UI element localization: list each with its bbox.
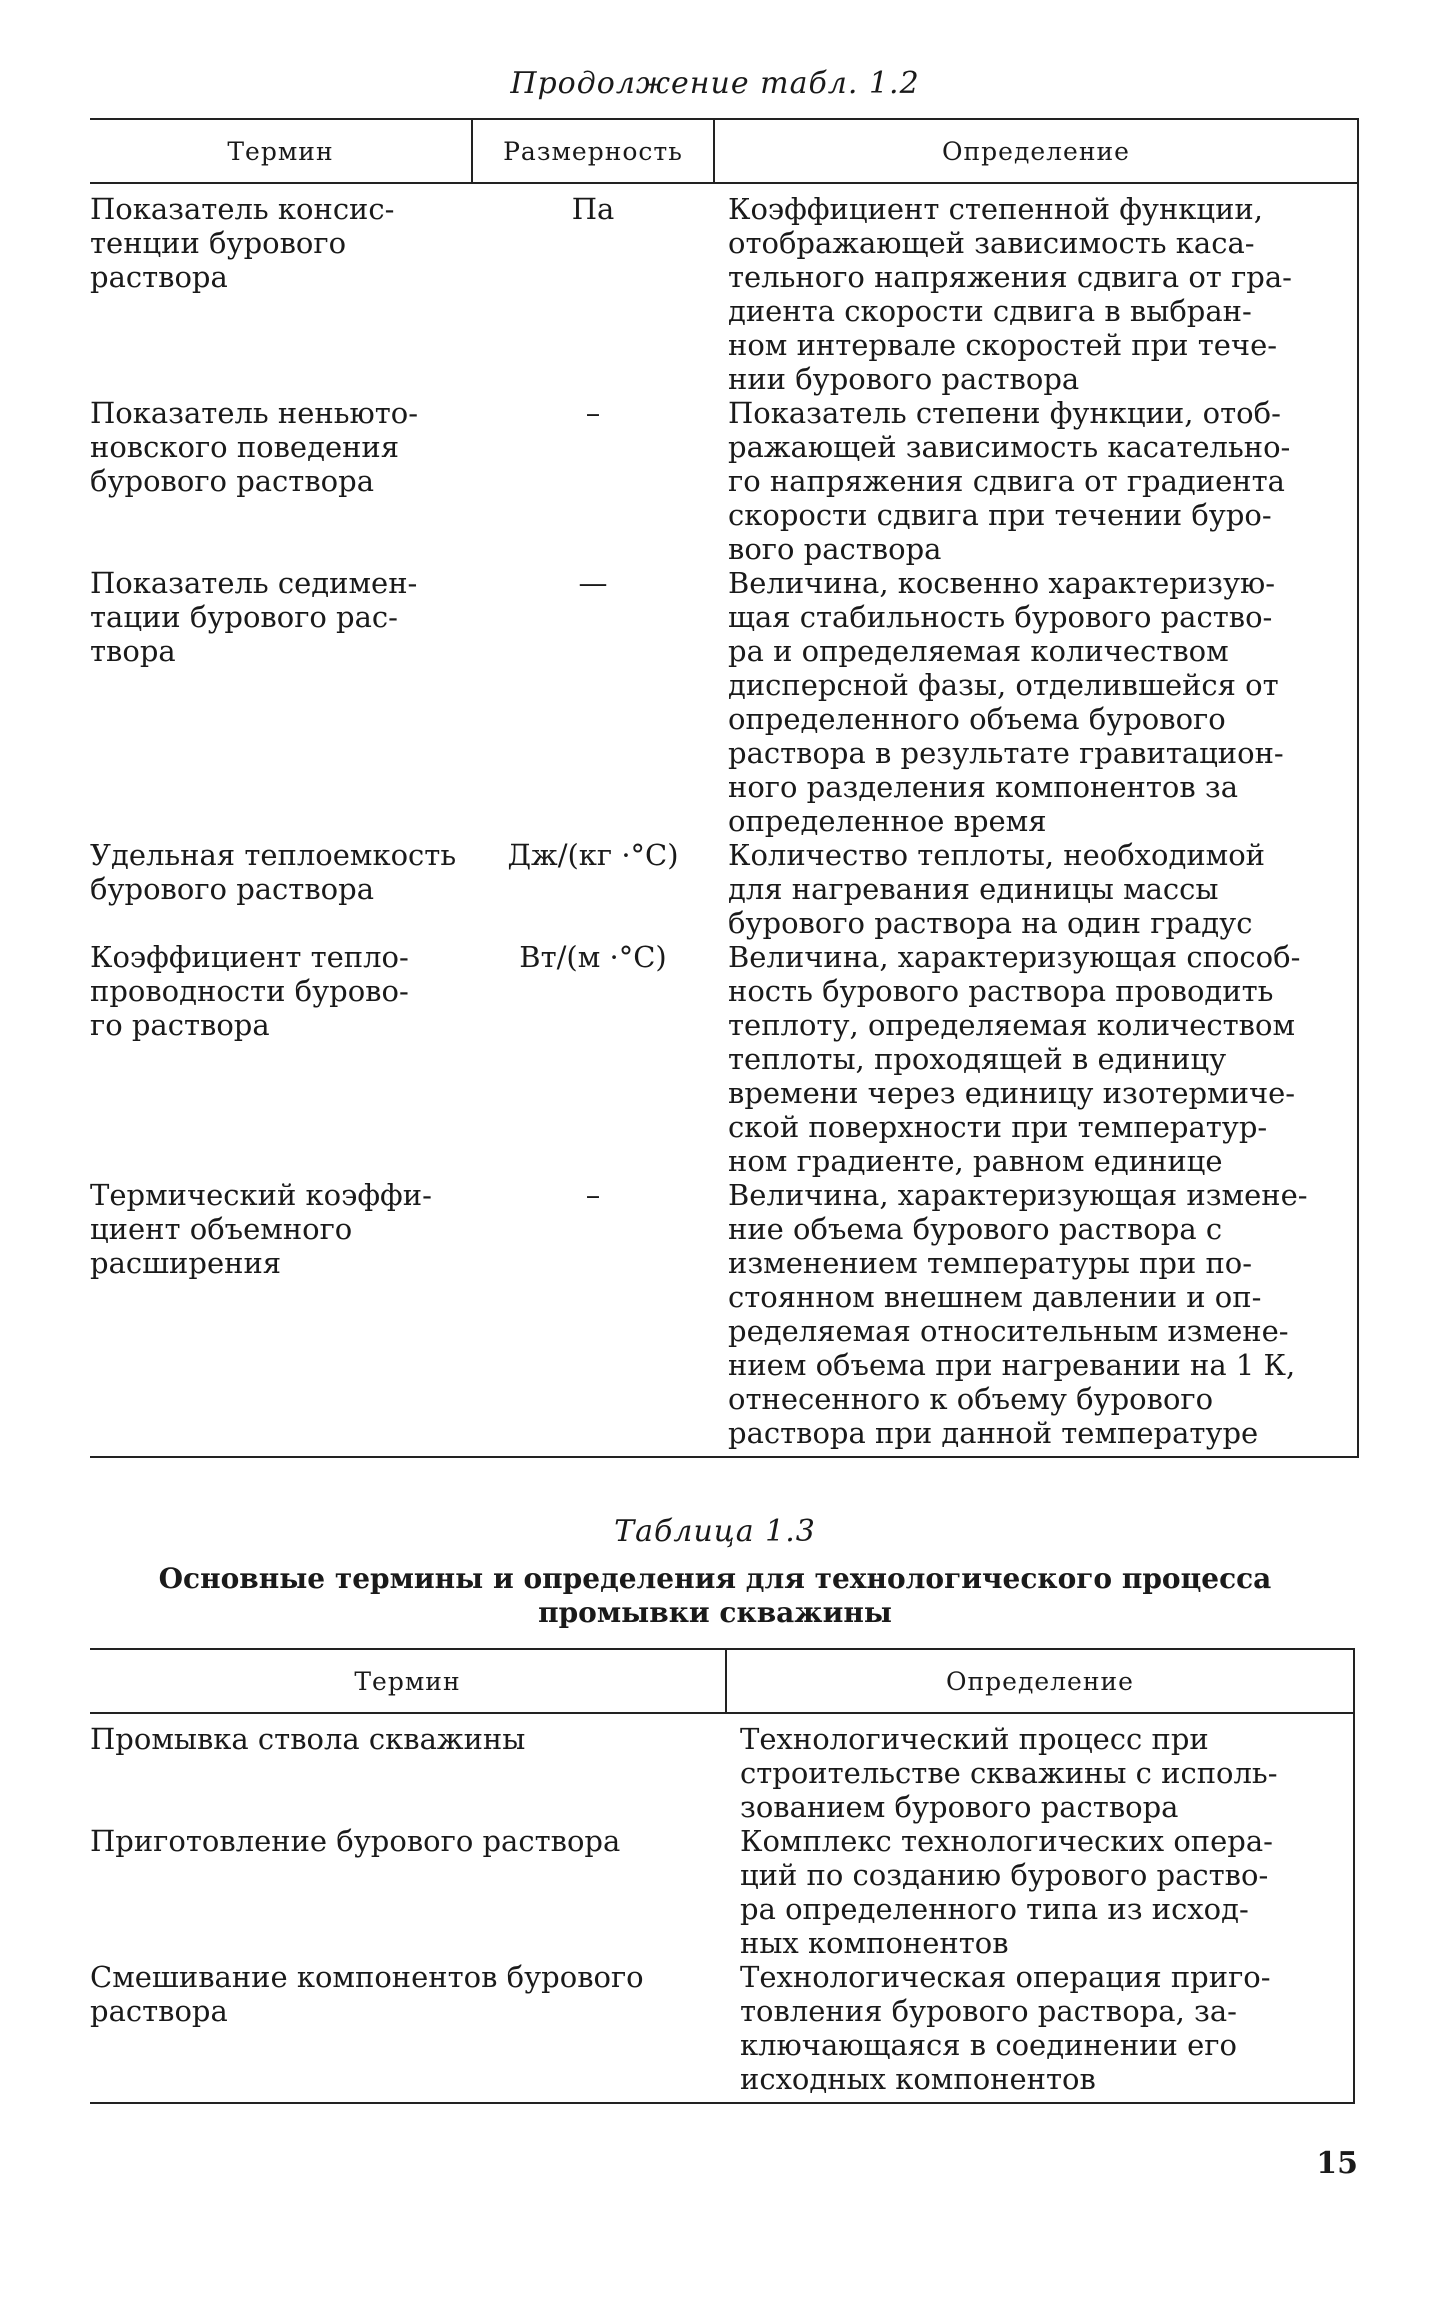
- header-definition: Определение: [714, 119, 1358, 183]
- definition-cell: Величина, характеризующая способ- ность бурового раствора проводить теплоту, определяемая количеством теплоты, проходящей в единицу времени через единицу изотермиче- ской поверхности при температур- ном градиенте, равном единице: [714, 940, 1358, 1178]
- term-cell: Показатель неньюто- новского поведения бурового раствора: [90, 396, 419, 498]
- unit-cell: –: [472, 1178, 714, 1457]
- table-row: [90, 838, 1358, 940]
- term-cell: Коэффициент тепло- проводности бурово- го раствора: [90, 940, 409, 1042]
- term-cell: Показатель седимен- тации бурового рас- твора: [90, 566, 418, 668]
- term-cell: Смешивание компонентов бурового раствора: [90, 1960, 726, 2103]
- unit-cell: Па: [571, 192, 615, 226]
- unit-cell: Дж/(кг ·°С): [507, 838, 679, 872]
- table-row: [90, 940, 1358, 1178]
- definition-cell: Количество теплоты, необходимой для нагревания единицы массы бурового раствора на один градус: [714, 838, 1358, 940]
- table-row: [90, 566, 1358, 838]
- table-row: [90, 1824, 1354, 1960]
- definition-cell: Коэффициент степенной функции, отображающей зависимость каса- тельного напряжения сдвига от гра- диента скорости сдвига в выбран- ном интервале скоростей при тече- нии бурового раствора: [714, 183, 1358, 396]
- unit-cell: —: [578, 566, 608, 600]
- definition-cell: Показатель степени функции, отоб- ражающей зависимость касательно- го напряжения сдвига от градиента скорости сдвига при течении буро- вого раствора: [714, 396, 1358, 566]
- term-cell: Термический коэффи- циент объемного расширения: [90, 1178, 472, 1457]
- unit-cell: –: [585, 396, 601, 430]
- definition-cell: Технологический процесс при строительстве скважины с исполь- зованием бурового раствора: [726, 1713, 1354, 1824]
- table-row: [90, 1713, 1354, 1824]
- header-definition: Определение: [726, 1649, 1354, 1713]
- definition-cell: Величина, характеризующая измене- ние объема бурового раствора с изменением температуры при по- стоянном внешнем давлении и оп- ределяемая относительным измене- нием объема при нагревании на 1 К, отнесенного к объему бурового раствора при данной температуре: [714, 1178, 1358, 1457]
- table-header-row: [90, 1649, 1354, 1713]
- continuation-caption: Продолжение табл. 1.2: [510, 66, 920, 101]
- header-dimension: Размерность: [472, 119, 714, 183]
- table-1-3: [90, 1648, 1355, 2104]
- header-term: Термин: [90, 1649, 726, 1713]
- table-1-3-title: Основные термины и определения для технологического процесса промывки скважины: [158, 1562, 1272, 1629]
- definition-cell: Технологическая операция приго- товления бурового раствора, за- ключающаяся в соединении его исходных компонентов: [726, 1960, 1354, 2103]
- term-cell: Удельная теплоемкость бурового раствора: [90, 838, 457, 906]
- header-term: Термин: [90, 119, 472, 183]
- table-1-3-label: Таблица 1.3: [614, 1514, 816, 1549]
- page-number: 15: [1316, 2146, 1358, 2181]
- term-cell: Промывка ствола скважины: [90, 1722, 526, 1756]
- term-cell: Показатель консис- тенции бурового раствора: [90, 192, 395, 294]
- definition-cell: Комплекс технологических опера- ций по созданию бурового раство- ра определенного типа из исход- ных компонентов: [726, 1824, 1354, 1960]
- table-row: [90, 396, 1358, 566]
- table-1-2-continued: [90, 118, 1359, 1458]
- term-cell: Приготовление бурового раствора: [90, 1824, 621, 1858]
- table-row: [90, 183, 1358, 396]
- table-row: [90, 1960, 1354, 2103]
- unit-cell: Вт/(м ·°С): [519, 940, 667, 974]
- table-header-row: [90, 119, 1358, 183]
- definition-cell: Величина, косвенно характеризую- щая стабильность бурового раство- ра и определяемая количеством дисперсной фазы, отделившейся от определенного объема бурового раствора в результате гравитацион- ного разделения компонентов за определенное время: [714, 566, 1358, 838]
- table-row: [90, 1178, 1358, 1457]
